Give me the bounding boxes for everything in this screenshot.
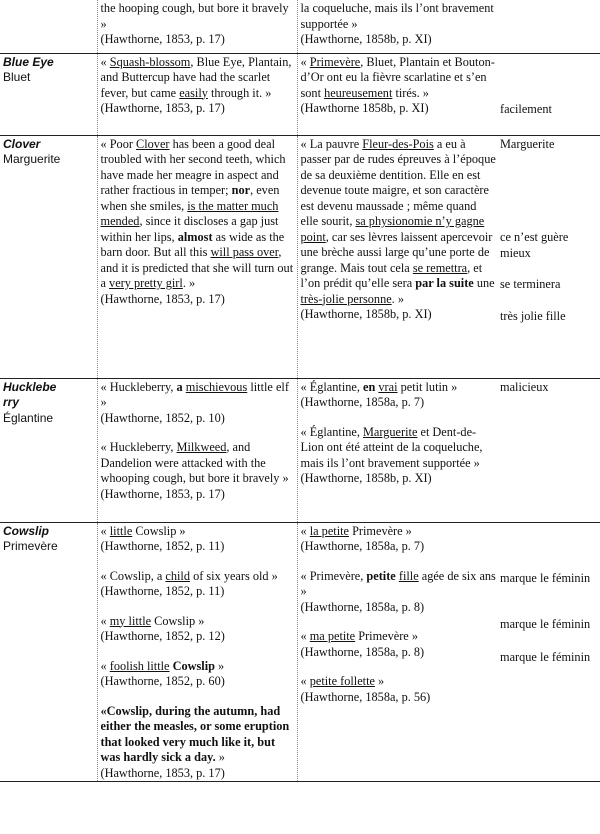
french-citation: (Hawthorne, 1858a, p. 8)	[300, 644, 425, 659]
english-name: Clover	[3, 136, 41, 151]
english-citation: (Hawthorne, 1853, p. 17)	[100, 486, 225, 501]
name-cell	[0, 522, 97, 782]
french-quote: « Primevère, petite fille agée de six ans »	[300, 568, 496, 598]
table-row	[0, 378, 600, 522]
french-cell	[297, 135, 497, 378]
note-cell	[497, 53, 600, 135]
french-citation: (Hawthorne, 1858b, p. XI)	[300, 471, 432, 485]
table-row	[0, 135, 600, 378]
english-citation: (Hawthorne, 1852, p. 11)	[100, 539, 225, 553]
french-name: Bluet	[3, 70, 31, 84]
french-quote: la coqueluche, mais ils l’ont bravement supportée »	[300, 1, 494, 31]
table-row	[0, 53, 600, 135]
note-cell	[497, 135, 600, 378]
french-name: Églantine	[3, 410, 54, 425]
english-quote: « my little Cowslip »	[100, 613, 205, 628]
translation-note: ce n’est guère mieux	[500, 230, 569, 260]
french-quote: « Églantine, Marguerite et Dent-de-Lion ont été atteint de la coqueluche, mais ils l’ont bravement supportée »	[300, 424, 483, 470]
english-quote: « Squash-blossom, Blue Eye, Plantain, and Buttercup have had the scarlet fever, but came easily through it. »	[100, 54, 292, 100]
english-quote: the hooping cough, but bore it bravely »	[100, 1, 289, 31]
english-cell	[97, 378, 297, 522]
french-quote: « Primevère, Bluet, Plantain et Bouton-d’Or ont eu la fièvre scarlatine et s’en sont heureusement tirés. »	[300, 54, 495, 100]
english-cell	[97, 522, 297, 782]
note-cell	[497, 378, 600, 522]
french-cell	[297, 0, 497, 53]
french-citation: (Hawthorne, 1858a, p. 7)	[300, 539, 425, 553]
english-cell	[97, 0, 297, 53]
french-citation: (Hawthorne, 1858b, p. XI)	[300, 32, 432, 46]
english-name: Huckleberry	[3, 379, 57, 409]
english-quote: « Huckleberry, a mischievous little elf »	[100, 379, 289, 409]
translation-note: marque le féminin	[500, 617, 591, 631]
french-name: Primevère	[3, 539, 58, 553]
translation-note: Marguerite	[500, 136, 555, 151]
english-name: Blue Eye	[3, 54, 54, 69]
translation-note: se terminera	[500, 277, 561, 291]
english-citation: (Hawthorne, 1853, p. 17)	[100, 32, 225, 46]
english-citation: (Hawthorne, 1853, p. 17)	[100, 765, 225, 780]
translation-note: marque le féminin	[500, 570, 591, 585]
french-quote: « la petite Primevère »	[300, 523, 412, 538]
french-quote: « petite follette »	[300, 674, 385, 688]
english-quote: « foolish little Cowslip »	[100, 658, 225, 673]
english-quote: « Poor Clover has been a good deal troubled with her second teeth, which have made her meagre in aspect and rather fractious in temper; nor, even when she smiles, is the matter much mended, since it discloses a gap just within her lips, almost as wide as the barn door. But all this will pass over, and it is predicted that she will turn out a very pretty girl. »	[100, 136, 294, 290]
english-cell	[97, 53, 297, 135]
translation-note: malicieux	[500, 379, 549, 394]
english-cell	[97, 135, 297, 378]
table-row	[0, 522, 600, 782]
english-citation: (Hawthorne, 1852, p. 12)	[100, 629, 225, 643]
english-citation: (Hawthorne, 1852, p. 11)	[100, 584, 225, 598]
french-cell	[297, 378, 497, 522]
english-citation: (Hawthorne, 1853, p. 17)	[100, 101, 225, 115]
name-cell	[0, 53, 97, 135]
french-citation: (Hawthorne, 1858a, p. 7)	[300, 395, 425, 409]
english-quote: «Cowslip, during the autumn, had either the measles, or some eruption that looked very much like it, but was hardly sick a day. »	[100, 703, 290, 764]
french-quote: « La pauvre Fleur-des-Pois a eu à passer par de rudes épreuves à l’époque de sa deuxième dentition. Elle en est devenue toute maigre, et son caractère est devenu maussade ; même quand elle sourit, sa physionomie n’y gagne point, car ses lèvres laissent apercevoir une brèche aussi large qu’une porte de grange. Mais tout cela se remettra, et l’on prédit qu’elle sera par la suite une très-jolie personne. »	[300, 136, 496, 306]
french-cell	[297, 522, 497, 782]
english-quote: « Cowslip, a child of six years old »	[100, 568, 278, 583]
translation-note: marque le féminin	[500, 649, 591, 664]
note-cell	[497, 0, 600, 53]
french-quote: « ma petite Primevère »	[300, 629, 418, 643]
french-cell	[297, 53, 497, 135]
english-quote: « little Cowslip »	[100, 523, 186, 538]
french-quote: « Églantine, en vrai petit lutin »	[300, 379, 458, 394]
french-citation: (Hawthorne, 1858a, p. 56)	[300, 689, 431, 704]
french-citation: (Hawthorne 1858b, p. XI)	[300, 101, 429, 115]
english-quote: « Huckleberry, Milkweed, and Dandelion were attacked with the whooping cough, but bore it bravely »	[100, 440, 289, 485]
name-cell	[0, 378, 97, 522]
english-citation: (Hawthorne, 1852, p. 60)	[100, 674, 225, 688]
english-citation: (Hawthorne, 1853, p. 17)	[100, 291, 225, 306]
french-citation: (Hawthorne, 1858a, p. 8)	[300, 599, 425, 614]
translation-note: facilement	[500, 101, 552, 116]
english-name: Cowslip	[3, 523, 50, 538]
english-citation: (Hawthorne, 1852, p. 10)	[100, 410, 225, 425]
note-cell	[497, 522, 600, 782]
name-cell	[0, 135, 97, 378]
name-cell	[0, 0, 97, 53]
translation-note: très jolie fille	[500, 308, 566, 323]
french-citation: (Hawthorne, 1858b, p. XI)	[300, 307, 432, 321]
french-name: Marguerite	[3, 152, 61, 166]
table-row	[0, 0, 600, 53]
